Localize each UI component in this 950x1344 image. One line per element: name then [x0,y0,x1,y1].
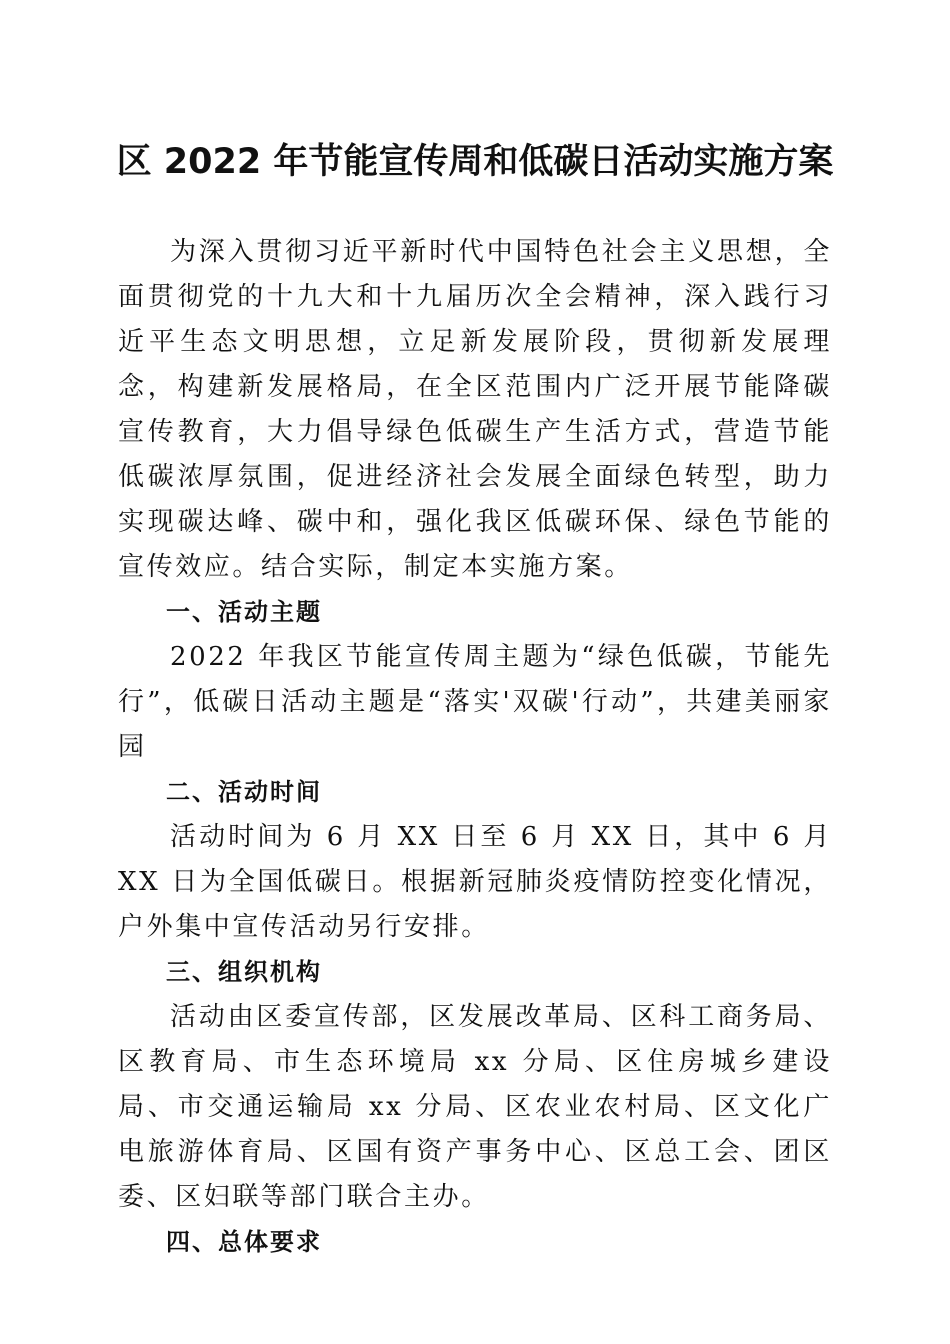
intro-paragraph: 为深入贯彻习近平新时代中国特色社会主义思想，全面贯彻党的十九大和十九届历次全会精神，深入践行习近平生态文明思想，立足新发展阶段，贯彻新发展理念，构建新发展格局，在全区范围内广泛开展节能降碳宣传教育，大力倡导绿色低碳生产生活方式，营造节能低碳浓厚氛围，促进经济社会发展全面绿色转型，助力实现碳达峰、碳中和，强化我区低碳环保、绿色节能的宣传效应。结合实际，制定本实施方案。 [118,237,832,582]
section-body-time: 活动时间为 6 月 XX 日至 6 月 XX 日，其中 6 月 XX 日为全国低碳日。根据新冠肺炎疫情防控变化情况，户外集中宣传活动另行安排。 [118,822,832,942]
section-heading-requirements: 四、总体要求 [166,1228,322,1256]
section-body-organization: 活动由区委宣传部，区发展改革局、区科工商务局、区教育局、市生态环境局 xx 分局、区住房城乡建设局、市交通运输局 xx 分局、区农业农村局、区文化广电旅游体育局、区国有资产事务中心、区总工会、团区委、区妇联等部门联合主办。 [118,1002,832,1212]
section-heading-time: 二、活动时间 [166,778,322,806]
document-body [118,230,832,1265]
section-heading-theme: 一、活动主题 [166,598,322,626]
section-heading-organization: 三、组织机构 [166,958,322,986]
section-body-theme: 2022 年我区节能宣传周主题为“绿色低碳，节能先行”，低碳日活动主题是“落实'双碳'行动”，共建美丽家园 [118,642,832,762]
document-title: 区 2022 年节能宣传周和低碳日活动实施方案 [116,142,834,182]
